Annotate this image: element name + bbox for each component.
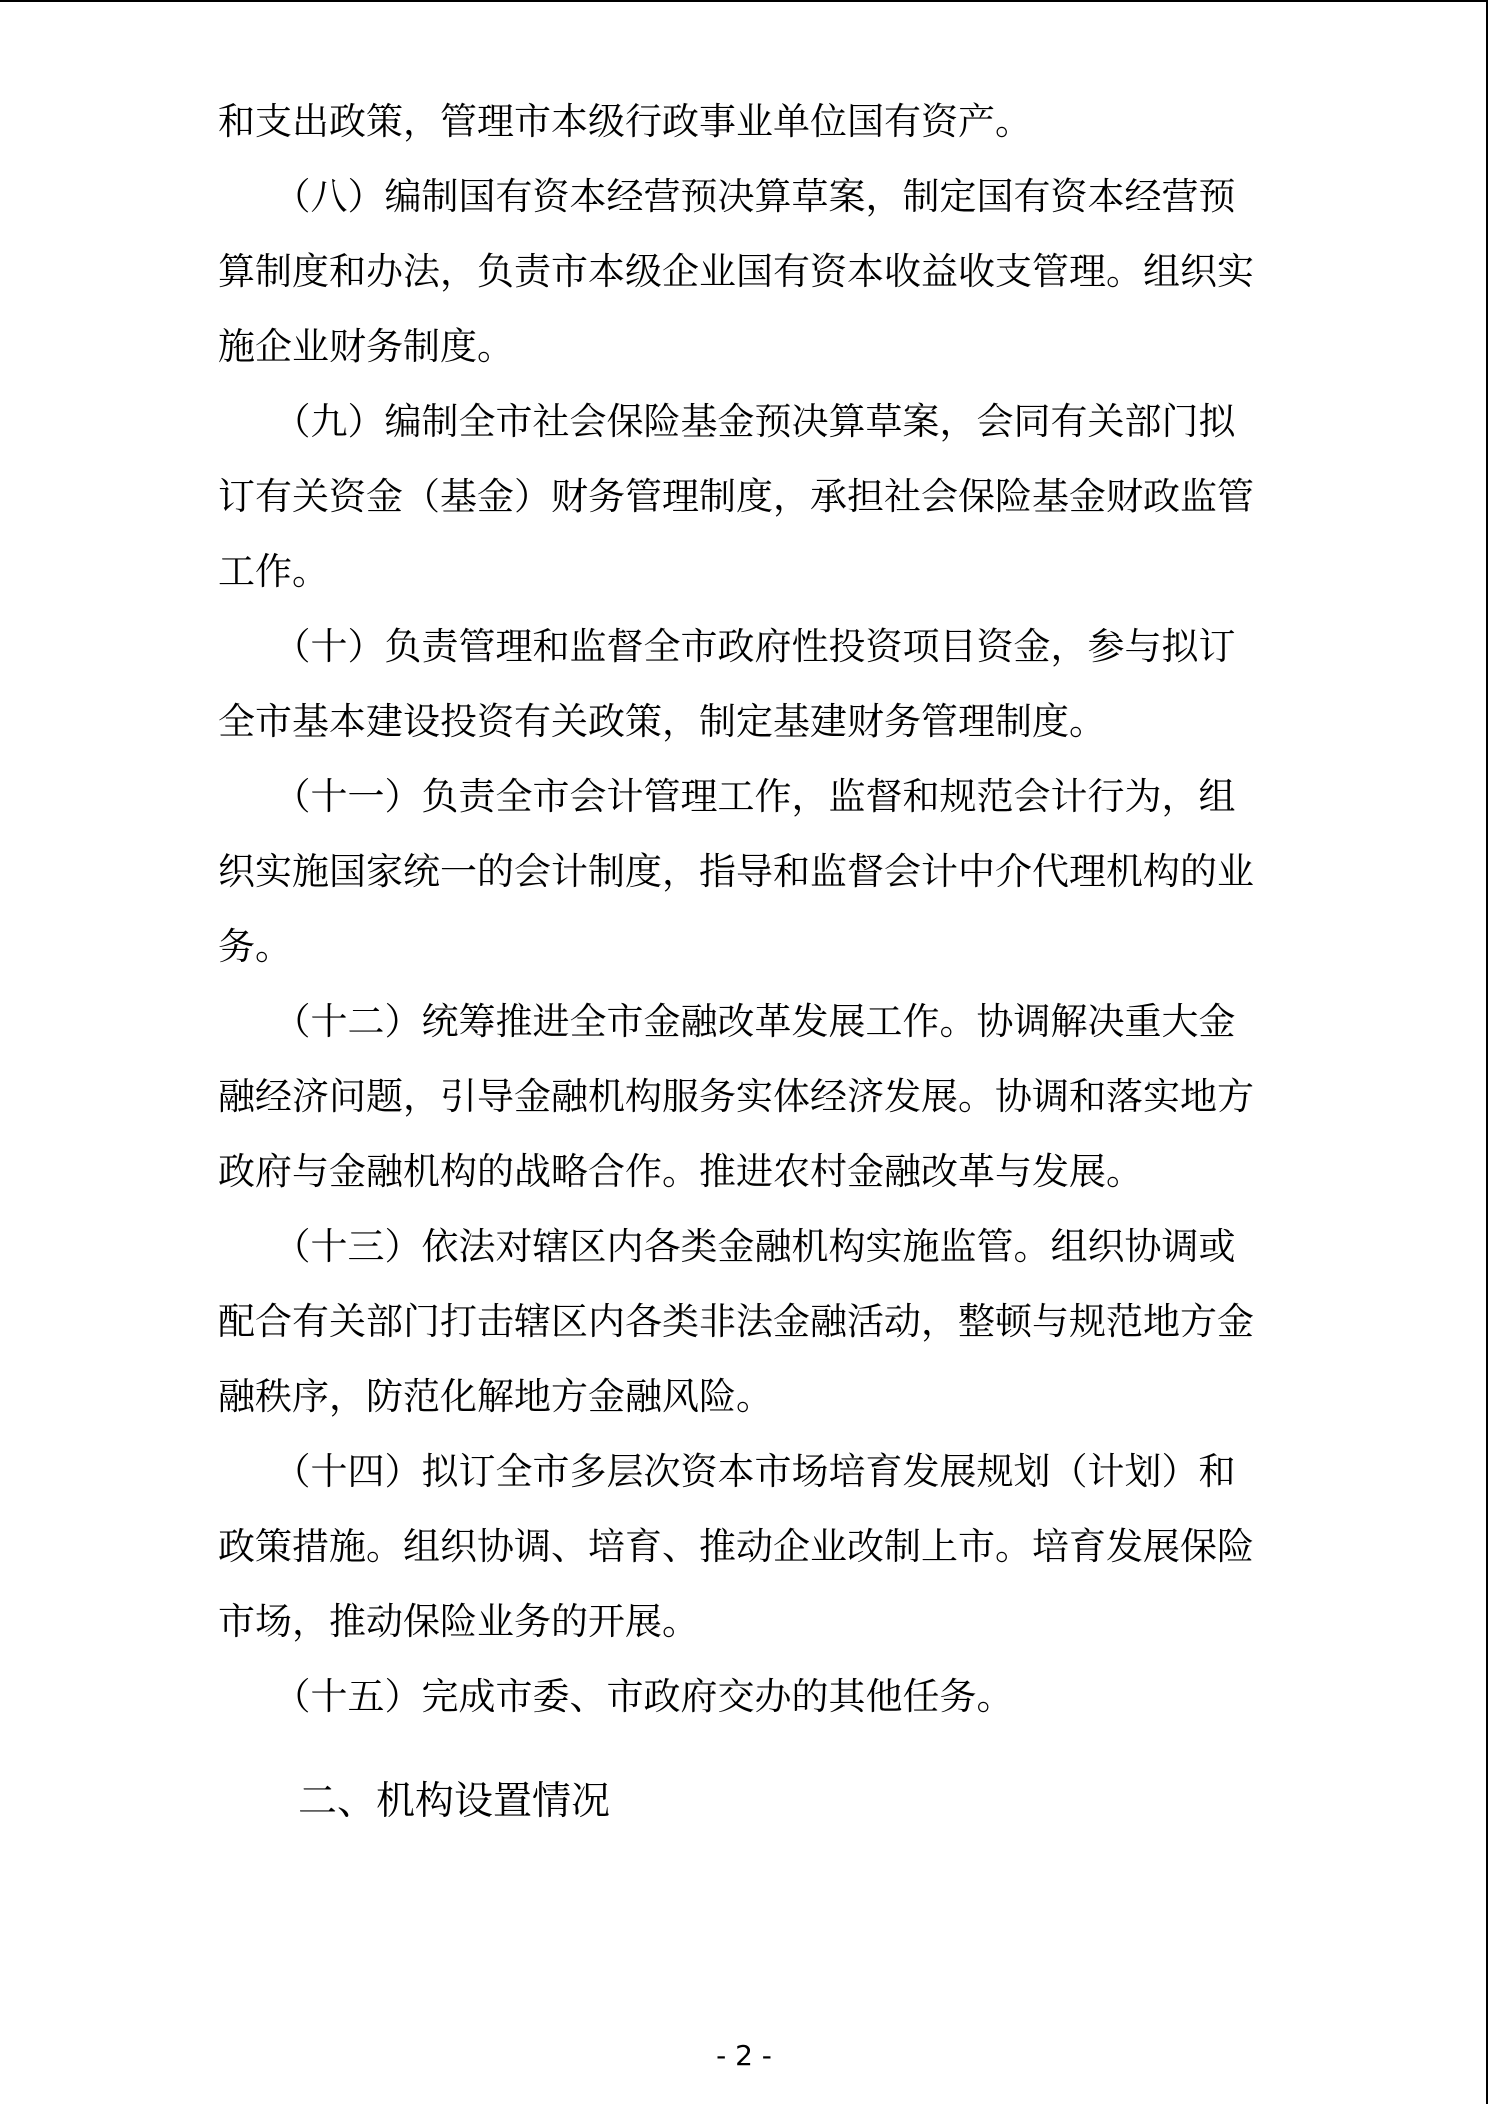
text-line: （十一）负责全市会计管理工作，监督和规范会计行为，组 (218, 775, 1236, 818)
text-line: 融经济问题，引导金融机构服务实体经济发展。协调和落实地方 (218, 1075, 1254, 1118)
text-line: 订有关资金（基金）财务管理制度，承担社会保险基金财政监管 (218, 475, 1254, 518)
text-line: 和支出政策，管理市本级行政事业单位国有资产。 (218, 100, 1032, 143)
text-line: （十二）统筹推进全市金融改革发展工作。协调解决重大金 (218, 1000, 1236, 1043)
text-line: 市场，推动保险业务的开展。 (218, 1600, 699, 1643)
text-line: 配合有关部门打击辖区内各类非法金融活动，整顿与规范地方金 (218, 1300, 1254, 1343)
text-line: 政策措施。组织协调、培育、推动企业改制上市。培育发展保险 (218, 1525, 1254, 1568)
text-line: 算制度和办法，负责市本级企业国有资本收益收支管理。组织实 (218, 250, 1254, 293)
text-line: 政府与金融机构的战略合作。推进农村金融改革与发展。 (218, 1150, 1143, 1193)
text-line: 融秩序，防范化解地方金融风险。 (218, 1375, 773, 1418)
page-number: - 2 - (716, 2039, 772, 2072)
text-line: （九）编制全市社会保险基金预决算草案，会同有关部门拟 (218, 400, 1236, 443)
section-heading: 二、机构设置情况 (298, 1779, 611, 1824)
text-line: （十三）依法对辖区内各类金融机构实施监管。组织协调或 (218, 1225, 1236, 1268)
text-line: 全市基本建设投资有关政策，制定基建财务管理制度。 (218, 700, 1106, 743)
text-line: （十四）拟订全市多层次资本市场培育发展规划（计划）和 (218, 1450, 1236, 1493)
text-line: 工作。 (218, 550, 329, 593)
text-line: （十五）完成市委、市政府交办的其他任务。 (218, 1675, 1014, 1718)
text-line: （八）编制国有资本经营预决算草案，制定国有资本经营预 (218, 175, 1236, 218)
text-line: （十）负责管理和监督全市政府性投资项目资金，参与拟订 (218, 625, 1236, 668)
top-border-rule (0, 0, 1488, 2)
text-line: 务。 (218, 925, 292, 968)
text-line: 施企业财务制度。 (218, 325, 514, 368)
text-line: 织实施国家统一的会计制度，指导和监督会计中介代理机构的业 (218, 850, 1254, 893)
